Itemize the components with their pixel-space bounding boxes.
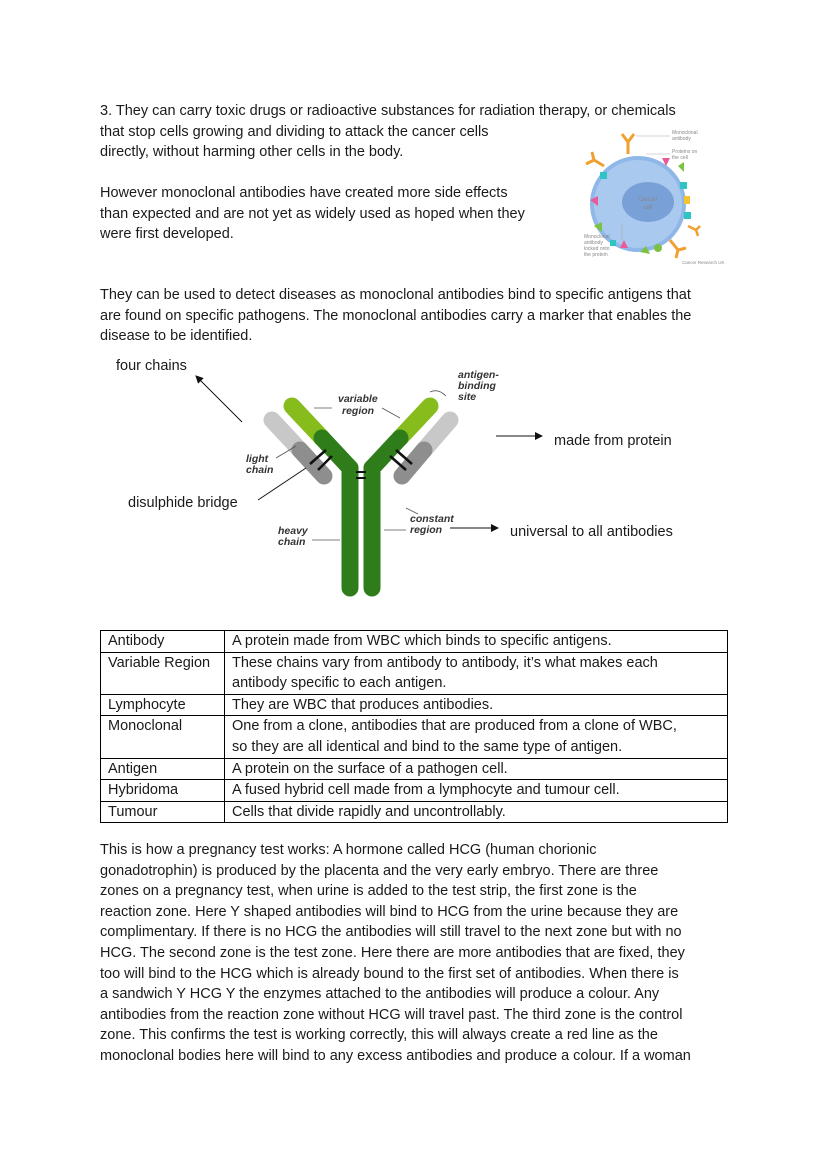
cancer-cell-label: cell [643,205,653,211]
proteins-label: Proteins on [672,149,698,155]
text-line: They can be used to detect diseases as monoclonal antibodies bind to specific antigens that [100,287,691,303]
text-line: that stop cells growing and dividing to attack the cancer cells [100,123,489,140]
definition-term: Variable Region [101,652,225,694]
leader-line [382,408,400,418]
text-line: than expected and are not yet as widely used as hoped when they [100,205,525,222]
definition-text [225,758,728,780]
definition-line: A fused hybrid cell made from a lymphocyte and tumour cell. [232,782,620,799]
antigen-binding-site-label: binding [458,380,496,392]
definitions-table [100,630,728,823]
disulphide-bridge-label: disulphide bridge [128,495,238,511]
protein-marker [680,182,687,189]
definition-row [101,758,728,780]
text-line: too will bind to the HCG which is already bound to the first set of antibodies. When there is [100,965,679,982]
light-chain-right-constant [402,450,424,476]
definition-text [225,652,728,694]
text-line: monoclonal bodies here will bind to any excess antibodies and produce a colour. If a woman [100,1047,691,1064]
definition-row [101,780,728,802]
locked-label: locked onto [584,246,610,252]
text-line: gonadotrophin) is produced by the placenta and the very early embryo. There are three [100,862,659,879]
definition-row [101,652,728,694]
definition-text [225,694,728,716]
text-line: zones on a pregnancy test, when urine is added to the test strip, the first zone is the [100,883,637,900]
constant-region-label: region [410,524,443,536]
variable-region-label: region [342,405,375,417]
heavy-chain-label: chain [278,536,306,548]
four-chains-arrow [196,376,242,422]
text-line: However monoclonal antibodies have created more side effects [100,185,508,201]
detect-paragraph [100,285,691,347]
antigen-binding-site-label: site [458,391,477,403]
text-line: antibodies from the reaction zone without HCG will travel past. The third zone is the control [100,1006,683,1023]
protein-marker [600,172,607,179]
antibody-icon [586,152,604,166]
cancer-cell-figure [580,122,730,267]
definition-line: Cells that divide rapidly and uncontrollably. [232,803,506,820]
antibody-icon [670,240,686,258]
definition-line: One from a clone, antibodies that are produced from a clone of WBC, [232,718,677,735]
definition-row [101,694,728,716]
definition-row [101,716,728,758]
locked-label: Monoclonal [584,234,610,240]
light-chain-label: chain [246,464,274,476]
definition-line: so they are all identical and bind to the same type of antigen. [232,738,623,755]
definition-term: Antibody [101,631,225,653]
light-chain-label: light [246,453,269,465]
definition-text [225,716,728,758]
definition-line: antibody specific to each antigen. [232,675,447,692]
text-line: This is how a pregnancy test works: A hormone called HCG (human chorionic [100,842,597,858]
protein-marker [678,162,684,172]
antibody-icon [622,134,634,154]
variable-region-label: variable [338,393,378,405]
definition-term: Hybridoma [101,780,225,802]
antibody-diagram [100,350,740,610]
definition-line: A protein made from WBC which binds to specific antigens. [232,633,612,649]
definition-line: A protein on the surface of a pathogen cell. [232,760,508,777]
definition-term: Antigen [101,758,225,780]
text-line: were first developed. [100,226,234,243]
definition-term: Tumour [101,801,225,823]
protein-marker [610,240,616,246]
definition-term: Monoclonal [101,716,225,758]
text-line: directly, without harming other cells in the body. [100,144,404,161]
definition-row [101,631,728,653]
antigen-binding-site-label: antigen- [458,369,499,381]
side-effects-paragraph [100,183,525,245]
text-line: reaction zone. Here Y shaped antibodies will bind to HCG from the urine because they are [100,903,679,920]
antibody-icon [688,226,700,236]
definition-term: Lymphocyte [101,694,225,716]
four-chains-label: four chains [116,358,187,374]
definition-line: These chains vary from antibody to antibody, it’s what makes each [232,654,658,671]
text-line: zone. This confirms the test is working correctly, this will always create a red line as the [100,1027,658,1044]
definition-text [225,801,728,823]
monoclonal-antibody-label: antibody [672,136,691,142]
locked-label: antibody [584,240,603,246]
protein-marker [654,244,662,252]
made-from-protein-label: made from protein [554,433,672,449]
cancer-cell-label: Cancer [638,197,658,203]
locked-label: the protein [584,252,608,258]
binding-site-bracket [430,391,446,396]
text-line: disease to be identified. [100,328,253,345]
credit-label: Cancer Research UK [682,260,725,265]
monoclonal-antibody-label: Monoclonal [672,130,698,136]
protein-marker [684,212,691,219]
text-line: a sandwich Y HCG Y the enzymes attached to the antibodies will produce a colour. Any [100,986,660,1003]
heavy-chain-label: heavy [278,525,308,537]
proteins-label: the cell [672,155,688,161]
definition-line: They are WBC that produces antibodies. [232,696,494,713]
definition-text [225,780,728,802]
definition-text [225,631,728,653]
text-line: HCG. The second zone is the test zone. Here there are more antibodies that are fixed, they [100,944,685,961]
constant-region-label: constant [410,513,454,525]
definition-row [101,801,728,823]
protein-marker [684,196,690,204]
text-line: complimentary. If there is no HCG the antibodies will still travel to the next zone but with no [100,924,682,941]
text-line: 3. They can carry toxic drugs or radioactive substances for radiation therapy, or chemicals [100,103,676,119]
text-line: are found on specific pathogens. The monoclonal antibodies carry a marker that enables the [100,307,692,324]
universal-label: universal to all antibodies [510,524,673,540]
pregnancy-paragraph [100,840,691,1067]
